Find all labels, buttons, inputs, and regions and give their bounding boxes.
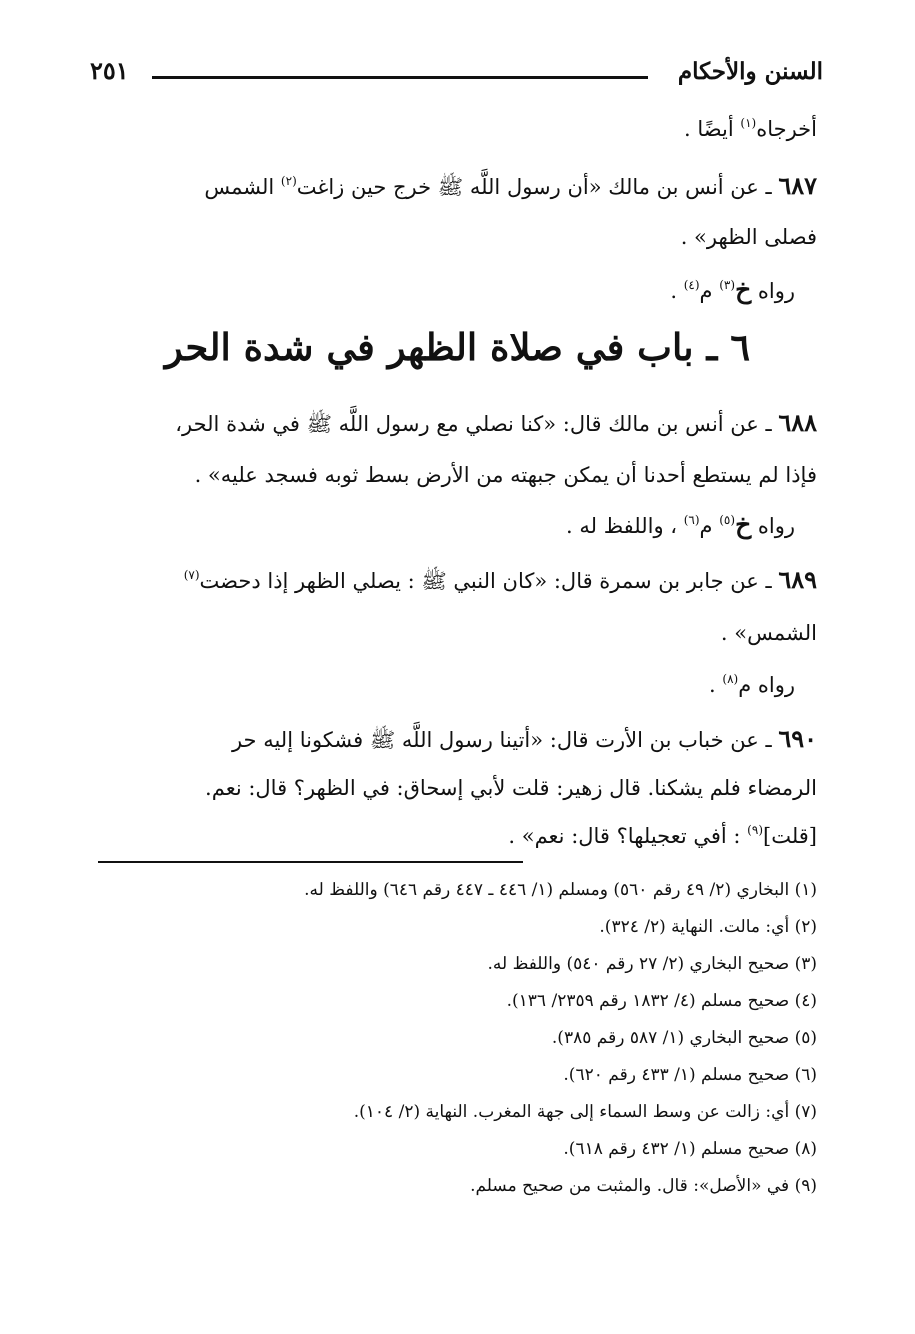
footnote-ref: (٩)	[747, 823, 763, 837]
narration-688	[566, 510, 795, 544]
text-fragment: ، واللفظ له .	[566, 514, 684, 538]
source-abbrev: م	[699, 279, 720, 303]
narration-689	[709, 670, 795, 703]
text-fragment: أيضًا .	[684, 117, 741, 141]
header-title: السنن والأحكام	[677, 58, 823, 85]
footnote-3: (٣) صحيح البخاري (٢/ ٢٧ رقم ٥٤٠) واللفظ له.	[487, 954, 817, 974]
hadith-690-line-2: الرمضاء فلم يشكنا. قال زهير: قلت لأبي إسحاق: في الظهر؟ قال: نعم.	[205, 776, 817, 800]
footnote-ref: (٢)	[280, 174, 297, 188]
text-fragment: ـ عن جابر بن سمرة قال: «كان النبي ﷺ : يصلي الظهر إذا دحضت	[199, 569, 779, 593]
footnote-1: (١) البخاري (٢/ ٤٩ رقم ٥٦٠) ومسلم (١/ ٤٤٦ ـ ٤٤٧ رقم ٦٤٦) واللفظ له.	[304, 880, 817, 900]
footnote-5: (٥) صحيح البخاري (١/ ٥٨٧ رقم ٣٨٥).	[551, 1028, 817, 1048]
text-fragment: .	[670, 279, 684, 303]
footnote-ref: (٨)	[722, 672, 739, 686]
page-number: ٢٥١	[90, 56, 129, 85]
hadith-690-line-1	[232, 724, 817, 755]
text-fragment: ـ عن خباب بن الأرت قال: «أتينا رسول اللَّه ﷺ فشكونا إليه حر	[231, 728, 779, 752]
text-fragment: ـ عن أنس بن مالك قال: «كنا نصلي مع رسول اللَّه ﷺ في شدة الحر،	[175, 412, 779, 436]
source-abbrev: خ	[735, 510, 752, 539]
footnote-2: (٢) أي: مالت. النهاية (٢/ ٣٢٤).	[599, 917, 817, 937]
text-fragment: الشمس	[204, 175, 281, 199]
text-fragment: أخرجاه	[756, 117, 817, 141]
footnote-ref: (١)	[740, 116, 757, 130]
hadith-number: ٦٩٠	[778, 724, 817, 753]
hadith-687-line-2: فصلى الظهر» .	[680, 225, 817, 249]
footnote-ref: (٧)	[183, 568, 200, 582]
hadith-688-line-1	[175, 408, 817, 439]
text-line-1	[684, 114, 817, 147]
footnote-4: (٤) صحيح مسلم (٤/ ١٨٣٢ رقم ٢٣٥٩/ ١٣٦).	[506, 991, 817, 1011]
hadith-687-line-1	[204, 171, 817, 205]
footnote-ref: (٣)	[719, 278, 736, 292]
source-abbrev: خ	[735, 275, 752, 304]
footnote-ref: (٤)	[683, 278, 700, 292]
text-fragment: رواه	[751, 514, 795, 538]
footnote-ref: (٥)	[719, 513, 736, 527]
footnote-7: (٧) أي: زالت عن وسط السماء إلى جهة المغرب. النهاية (٢/ ١٠٤).	[353, 1102, 817, 1122]
footnote-8: (٨) صحيح مسلم (١/ ٤٣٢ رقم ٦١٨).	[563, 1139, 817, 1159]
text-fragment: رواه	[751, 279, 795, 303]
footnote-6: (٦) صحيح مسلم (١/ ٤٣٣ رقم ٦٢٠).	[563, 1065, 817, 1085]
text-fragment: ـ عن أنس بن مالك «أن رسول اللَّه ﷺ خرج حين زاغت	[296, 175, 779, 199]
running-header	[90, 56, 823, 96]
text-fragment: [قلت]	[763, 824, 817, 848]
text-fragment: : أفي تعجيلها؟ قال: نعم» .	[508, 824, 748, 848]
hadith-number: ٦٨٨	[778, 408, 817, 437]
footnote-ref: (٦)	[683, 513, 700, 527]
hadith-688-line-2: فإذا لم يستطع أحدنا أن يمكن جبهته من الأرض بسط ثوبه فسجد عليه» .	[194, 463, 817, 487]
hadith-number: ٦٨٧	[778, 171, 817, 200]
hadith-689-line-1	[184, 565, 817, 599]
text-fragment: .	[709, 673, 723, 697]
chapter-title: ٦ ـ باب في صلاة الظهر في شدة الحر	[164, 325, 751, 369]
footnote-separator	[98, 861, 523, 863]
header-rule	[152, 76, 648, 79]
hadith-690-line-3	[508, 821, 817, 854]
footnote-9: (٩) في «الأصل»: قال. والمثبت من صحيح مسلم.	[470, 1176, 817, 1196]
text-fragment: رواه م	[738, 673, 795, 697]
hadith-number: ٦٨٩	[778, 565, 817, 594]
narration-687	[670, 275, 795, 309]
hadith-689-line-2: الشمس» .	[720, 621, 817, 645]
source-abbrev: م	[699, 514, 720, 538]
